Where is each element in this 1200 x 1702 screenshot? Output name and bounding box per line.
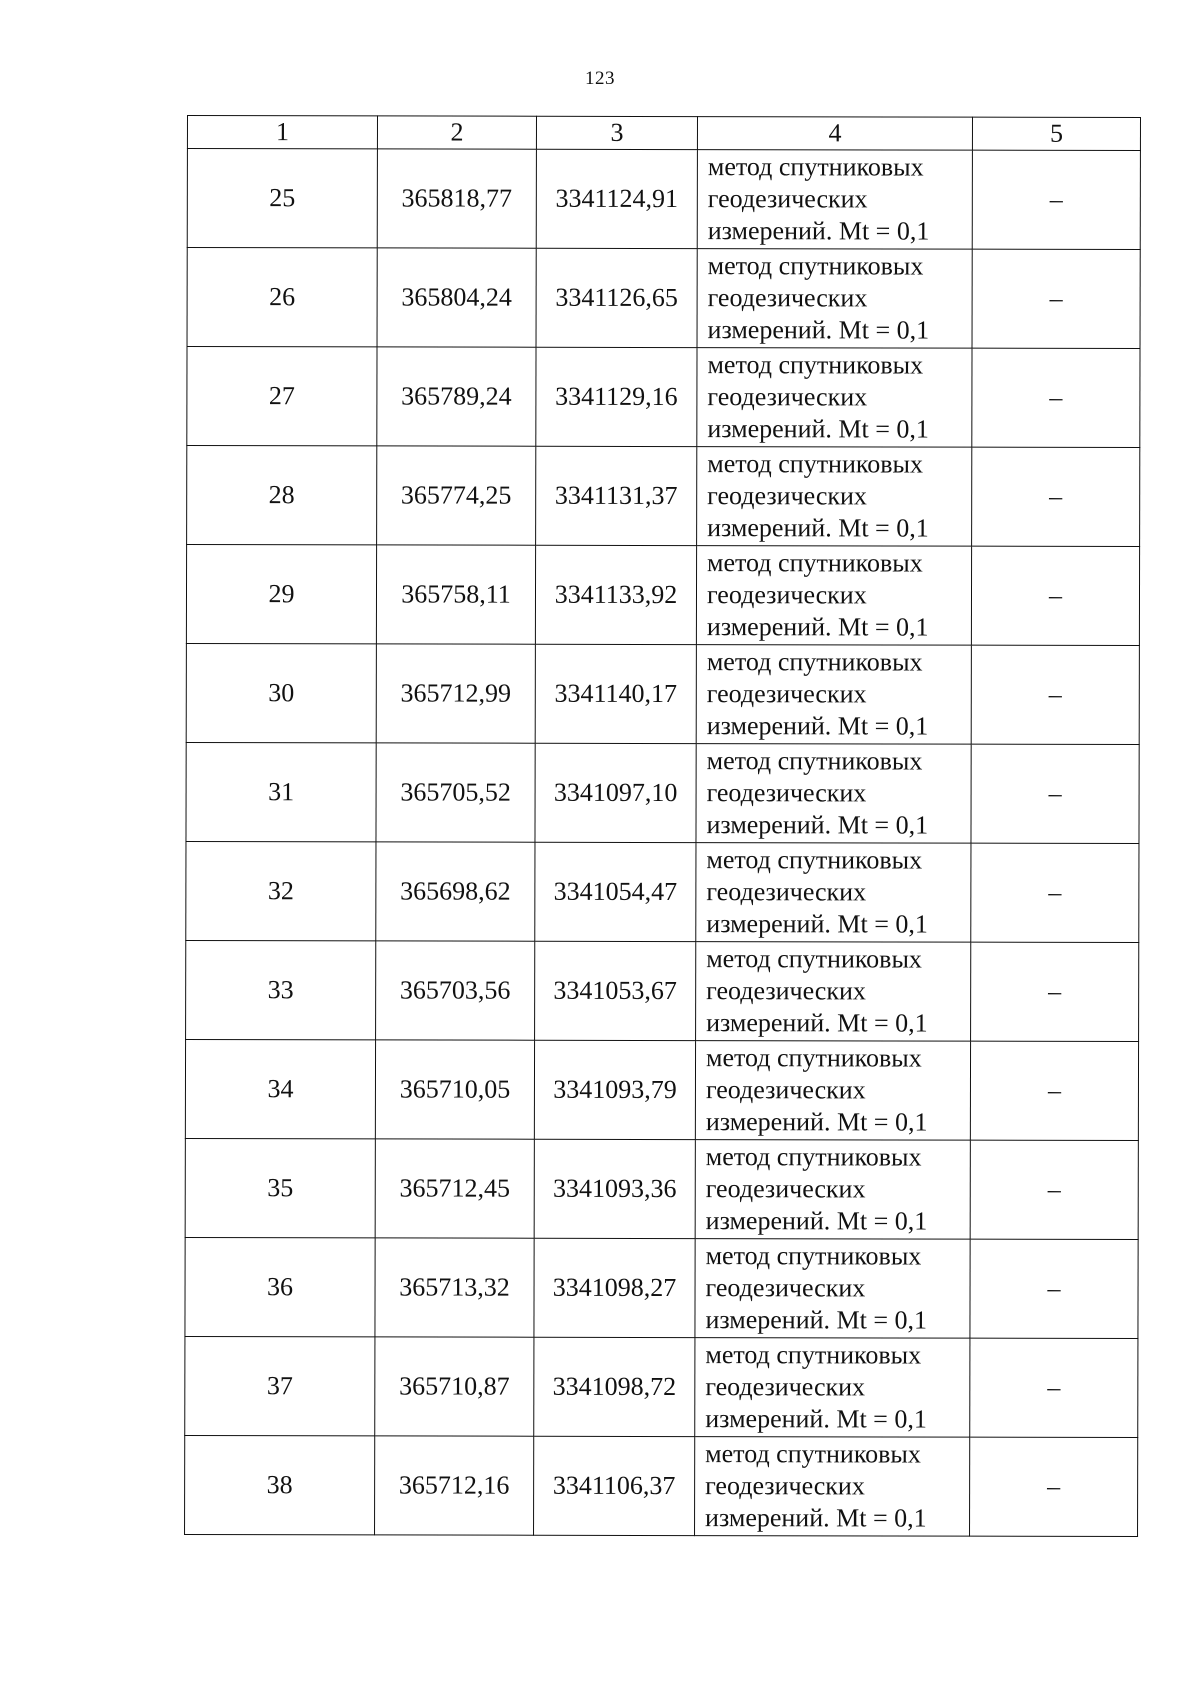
- method-line: метод спутниковых: [707, 548, 923, 578]
- point-number-cell: 35: [185, 1138, 375, 1237]
- method-line: измерений. Mt = 0,1: [705, 1404, 927, 1434]
- x-coordinate-cell: 365705,52: [376, 743, 535, 842]
- note-cell: –: [972, 447, 1140, 546]
- y-coordinate-cell: 3341053,67: [535, 941, 696, 1040]
- method-line: геодезических: [707, 481, 867, 511]
- column-header-4: 4: [697, 117, 972, 151]
- method-line: геодезических: [707, 382, 868, 412]
- column-header-1: 1: [187, 116, 377, 149]
- method-line: геодезических: [706, 580, 867, 610]
- method-line: геодезических: [706, 877, 867, 907]
- method-line: измерений. Mt = 0,1: [705, 1206, 928, 1236]
- method-line: метод спутниковых: [707, 152, 924, 182]
- x-coordinate-cell: 365698,62: [376, 842, 535, 941]
- note-cell: –: [970, 1041, 1138, 1140]
- method-cell: [695, 1140, 970, 1240]
- x-coordinate-cell: 365703,56: [376, 941, 535, 1040]
- note-cell: –: [971, 843, 1139, 942]
- point-number-cell: 34: [185, 1039, 375, 1138]
- x-coordinate-cell: 365712,16: [375, 1436, 534, 1535]
- point-number-cell: 33: [186, 940, 376, 1039]
- x-coordinate-cell: 365712,99: [376, 644, 535, 743]
- method-line: измерений. Mt = 0,1: [707, 414, 929, 444]
- method-line: измерений. Mt = 0,1: [706, 1008, 928, 1038]
- table-row: [185, 1435, 1138, 1536]
- y-coordinate-cell: 3341054,47: [535, 842, 696, 941]
- coordinates-table: [184, 115, 1141, 1537]
- method-line: метод спутниковых: [706, 746, 923, 776]
- method-line: метод спутниковых: [706, 647, 923, 677]
- table-row: [185, 1336, 1138, 1437]
- point-number-cell: 38: [185, 1435, 375, 1534]
- note-cell: –: [971, 546, 1139, 645]
- method-cell: [697, 447, 972, 547]
- method-cell: [696, 546, 971, 646]
- method-line: геодезических: [706, 976, 866, 1006]
- method-cell: [696, 744, 971, 844]
- method-line: геодезических: [706, 778, 867, 808]
- table-body: [185, 149, 1141, 1537]
- method-line: измерений. Mt = 0,1: [707, 315, 930, 345]
- method-cell: [695, 1239, 970, 1339]
- method-line: геодезических: [705, 1372, 866, 1402]
- point-number-cell: 36: [185, 1237, 375, 1336]
- method-line: метод спутниковых: [706, 845, 923, 875]
- method-line: метод спутниковых: [707, 251, 924, 281]
- note-cell: –: [970, 1140, 1138, 1239]
- table-row: [186, 841, 1139, 942]
- y-coordinate-cell: 3341093,79: [534, 1040, 695, 1139]
- method-line: метод спутниковых: [707, 449, 924, 479]
- table-row: [187, 248, 1140, 349]
- method-cell: [696, 645, 971, 745]
- y-coordinate-cell: 3341124,91: [536, 149, 697, 248]
- column-header-5: 5: [972, 117, 1140, 150]
- method-line: измерений. Mt = 0,1: [706, 612, 929, 642]
- x-coordinate-cell: 365758,11: [376, 545, 535, 644]
- method-line: измерений. Mt = 0,1: [707, 216, 930, 246]
- y-coordinate-cell: 3341098,27: [534, 1238, 695, 1337]
- table-row: [187, 149, 1140, 250]
- column-header-3: 3: [536, 116, 697, 149]
- note-cell: –: [970, 1239, 1138, 1338]
- point-number-cell: 31: [186, 742, 376, 841]
- table-row: [186, 643, 1139, 744]
- method-line: измерений. Mt = 0,1: [705, 1503, 927, 1533]
- x-coordinate-cell: 365712,45: [375, 1139, 534, 1238]
- y-coordinate-cell: 3341097,10: [535, 743, 696, 842]
- point-number-cell: 26: [187, 248, 377, 347]
- method-line: метод спутниковых: [705, 1340, 922, 1370]
- method-line: измерений. Mt = 0,1: [705, 1305, 928, 1335]
- method-line: метод спутниковых: [705, 1142, 922, 1172]
- note-cell: –: [972, 150, 1140, 249]
- y-coordinate-cell: 3341133,92: [535, 545, 696, 644]
- point-number-cell: 37: [185, 1336, 375, 1435]
- method-line: измерений. Mt = 0,1: [707, 513, 929, 543]
- x-coordinate-cell: 365710,87: [375, 1337, 534, 1436]
- method-line: геодезических: [707, 184, 868, 214]
- table-row: [185, 1237, 1138, 1338]
- y-coordinate-cell: 3341098,72: [534, 1337, 695, 1436]
- header-row: [187, 116, 1140, 151]
- note-cell: –: [971, 645, 1139, 744]
- method-line: измерений. Mt = 0,1: [706, 810, 929, 840]
- point-number-cell: 32: [186, 841, 376, 940]
- method-line: геодезических: [705, 1174, 866, 1204]
- method-line: измерений. Mt = 0,1: [705, 1107, 928, 1137]
- method-line: геодезических: [705, 1471, 865, 1501]
- method-line: геодезических: [705, 1273, 866, 1303]
- point-number-cell: 28: [187, 446, 377, 545]
- method-line: метод спутниковых: [705, 1043, 922, 1073]
- method-line: метод спутниковых: [706, 944, 922, 974]
- method-cell: [697, 348, 972, 448]
- y-coordinate-cell: 3341126,65: [536, 248, 697, 347]
- point-number-cell: 30: [186, 643, 376, 742]
- page-number: 123: [585, 68, 615, 89]
- note-cell: –: [971, 942, 1139, 1041]
- method-line: метод спутниковых: [705, 1241, 922, 1271]
- column-header-2: 2: [377, 116, 536, 149]
- table-row: [186, 742, 1139, 843]
- method-line: геодезических: [705, 1075, 866, 1105]
- note-cell: –: [972, 249, 1140, 348]
- method-cell: [697, 249, 972, 349]
- method-line: метод спутниковых: [707, 350, 924, 380]
- note-cell: –: [972, 348, 1140, 447]
- method-line: метод спутниковых: [705, 1439, 921, 1469]
- table-row: [187, 446, 1140, 547]
- point-number-cell: 27: [187, 347, 377, 446]
- table-row: [185, 1039, 1138, 1140]
- method-line: измерений. Mt = 0,1: [706, 909, 928, 939]
- x-coordinate-cell: 365818,77: [377, 149, 536, 248]
- table-row: [186, 545, 1139, 646]
- x-coordinate-cell: 365804,24: [377, 248, 536, 347]
- x-coordinate-cell: 365789,24: [377, 347, 536, 446]
- method-cell: [696, 843, 971, 943]
- x-coordinate-cell: 365774,25: [377, 446, 536, 545]
- method-line: геодезических: [707, 283, 868, 313]
- method-line: измерений. Mt = 0,1: [706, 711, 929, 741]
- y-coordinate-cell: 3341106,37: [534, 1436, 695, 1535]
- method-cell: [695, 1437, 970, 1537]
- point-number-cell: 25: [187, 149, 377, 248]
- x-coordinate-cell: 365713,32: [375, 1238, 534, 1337]
- point-number-cell: 29: [186, 545, 376, 644]
- note-cell: –: [970, 1338, 1138, 1437]
- y-coordinate-cell: 3341140,17: [535, 644, 696, 743]
- method-line: геодезических: [706, 679, 867, 709]
- y-coordinate-cell: 3341131,37: [536, 446, 697, 545]
- method-cell: [695, 1338, 970, 1438]
- x-coordinate-cell: 365710,05: [375, 1040, 534, 1139]
- method-cell: [696, 942, 971, 1042]
- table-row: [186, 940, 1139, 1041]
- table-row: [187, 347, 1140, 448]
- method-cell: [695, 1041, 970, 1141]
- y-coordinate-cell: 3341129,16: [536, 347, 697, 446]
- table-row: [185, 1138, 1138, 1239]
- note-cell: –: [970, 1437, 1138, 1536]
- table-header: [187, 116, 1140, 151]
- note-cell: –: [971, 744, 1139, 843]
- method-cell: [697, 150, 972, 250]
- y-coordinate-cell: 3341093,36: [534, 1139, 695, 1238]
